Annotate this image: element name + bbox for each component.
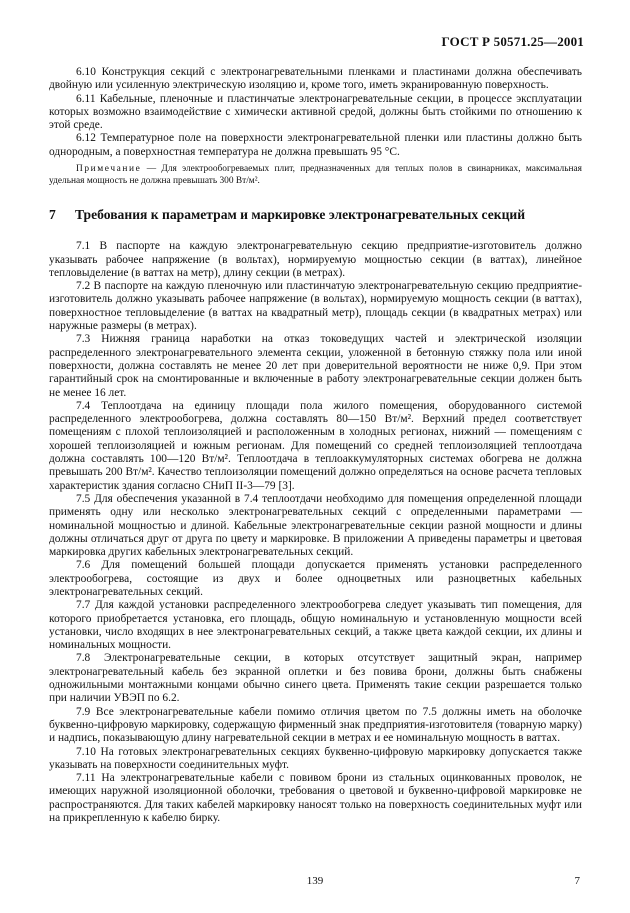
note-label: Примечание: [76, 164, 142, 175]
paragraph-7-11: 7.11 На электронагревательные кабели с повивом брони из стальных оцинкованных проволок, не имеющих наружной изоляционной оболочки, требования о цветовой и буквенно-цифровой маркировке не распространяются. Для таких кабелей маркировку наносят только на поверхность соединительных муфт или на прикрепленную к кабелю бирку.: [49, 772, 582, 825]
paragraph-7-8: 7.8 Электронагревательные секции, в которых отсутствует защитный экран, например электронагревательный кабель без экранной оплетки и без повива брони, должны быть снабжены одножильными монтажными концами обычно синего цвета. Применять такие секции разрешается только при наличии УВЭП по 6.2.: [49, 652, 582, 705]
paragraph-7-1: 7.1 В паспорте на каждую электронагревательную секцию предприятие-изготовитель должно указывать рабочее напряжение (в вольтах), нормируемую мощностью секции (в ваттах), линейное тепловыделение (в ваттах на метр), длину секции (в метрах).: [49, 240, 582, 279]
paragraph-6-12: 6.12 Температурное поле на поверхности электронагревательной пленки или пластины должно быть однородным, а поверхностная температура не должна превышать 95 °С.: [49, 132, 582, 158]
paragraph-7-7: 7.7 Для каждой установки распределенного электрообогрева следует указывать тип помещения, для которого приобретается установка, его площадь, общую номинальную и установленную мощности всей установки, число входящих в нее электронагревательных секций, а также цвета каждой секции, их длины и номинальных мощности.: [49, 599, 582, 652]
document-body: [49, 66, 582, 825]
paragraph-7-4: 7.4 Теплоотдача на единицу площади пола жилого помещения, оборудованного системой распределенного электрообогрева, должна составлять 80—150 Вт/м². Верхний предел соответствует помещениям с плохой теплоизоляцией и расположенным в холодных регионах, нижний — помещениям с хорошей теплоизоляцией и южным регионам. Для помещений со средней теплоизоляцией теплоотдача должна составлять 100—120 Вт/м². Теплоотдача в теплоаккумуляторных системах обогрева не должна превышать 200 Вт/м². Качество теплоизоляции помещений должно определяться на основе расчета тепловых характеристик здания согласно СНиП II-3—79 [3].: [49, 399, 582, 492]
section-title: Требования к параметрам и маркировке электронагревательных секций: [75, 207, 526, 223]
paragraph-7-3: 7.3 Нижняя граница наработки на отказ токоведущих частей и электрической изоляции распределенного электронагревательного элемента секции, уложенной в бетонную стяжку пола или иной поверхности, должна составлять не менее 20 лет при доверительной вероятности не ниже 0,9. При этом гарантийный срок на смонтированные и включенные в работу электронагревательные секции должен быть не менее 16 лет.: [49, 333, 582, 399]
paragraph-7-5: 7.5 Для обеспечения указанной в 7.4 теплоотдачи необходимо для помещения определенной площади применять одну или несколько электронагревательных секций с определенными параметрами — номинальной мощностью и длиной. Кабельные электронагревательные секции разной мощности и длины должны отличаться друг от друга по цвету и маркировке. В приложении А приведены параметры и цветовая маркировка других кабельных электронагревательных секций.: [49, 492, 582, 559]
paragraph-7-2: 7.2 В паспорте на каждую пленочную или пластинчатую электронагревательную секцию предприятие-изготовитель должно указывать рабочее напряжение (в вольтах), нормируемую мощность секции (в ваттах), поверхностное тепловыделение (в ваттах на квадратный метр), площадь секции (в квадратных метрах) или наружные размеры (в метрах).: [49, 280, 582, 333]
section-heading: [49, 207, 582, 223]
paragraph-7-9: 7.9 Все электронагревательные кабели помимо отличия цветом по 7.5 должны иметь на оболочке буквенно-цифровую маркировку, содержащую фирменный знак предприятия-изготовителя (товарную марку) и надпись, показывающую длину нагревательной секции в метрах и ее номинальную мощность в ваттах.: [49, 705, 582, 745]
note-paragraph: [49, 164, 582, 187]
document-code-header: ГОСТ Р 50571.25—2001: [441, 34, 584, 49]
section-number: 7: [49, 207, 56, 223]
page-number: 139: [306, 875, 324, 887]
paragraph-7-10: 7.10 На готовых электронагревательных секциях буквенно-цифровую маркировку допускается также указывать на поверхности соединительных муфт.: [49, 745, 582, 771]
note-text: — Для электрообогреваемых плит, предназначенных для теплых полов в свинарниках, максимальная удельная мощность не должна превышать 300 Вт/м².: [49, 164, 582, 186]
paragraph-7-6: 7.6 Для помещений большей площади допускается применять установки распределенного электрообогрева, состоящие из двух и более одноцветных или разноцветных кабельных электронагревательных секций.: [49, 559, 582, 598]
paragraph-6-11: 6.11 Кабельные, пленочные и пластинчатые электронагревательные секции, в процессе эксплуатации которых возможно взаимодействие с химически активной средой, должны быть стойкими по отношению к этой среде.: [49, 92, 582, 132]
paragraph-6-10: 6.10 Конструкция секций с электронагревательными пленками и пластинами должна обеспечивать двойную или усиленную электрическую изоляцию и, кроме того, иметь экранированную поверхность.: [49, 66, 582, 92]
sheet-number: 7: [574, 875, 580, 887]
